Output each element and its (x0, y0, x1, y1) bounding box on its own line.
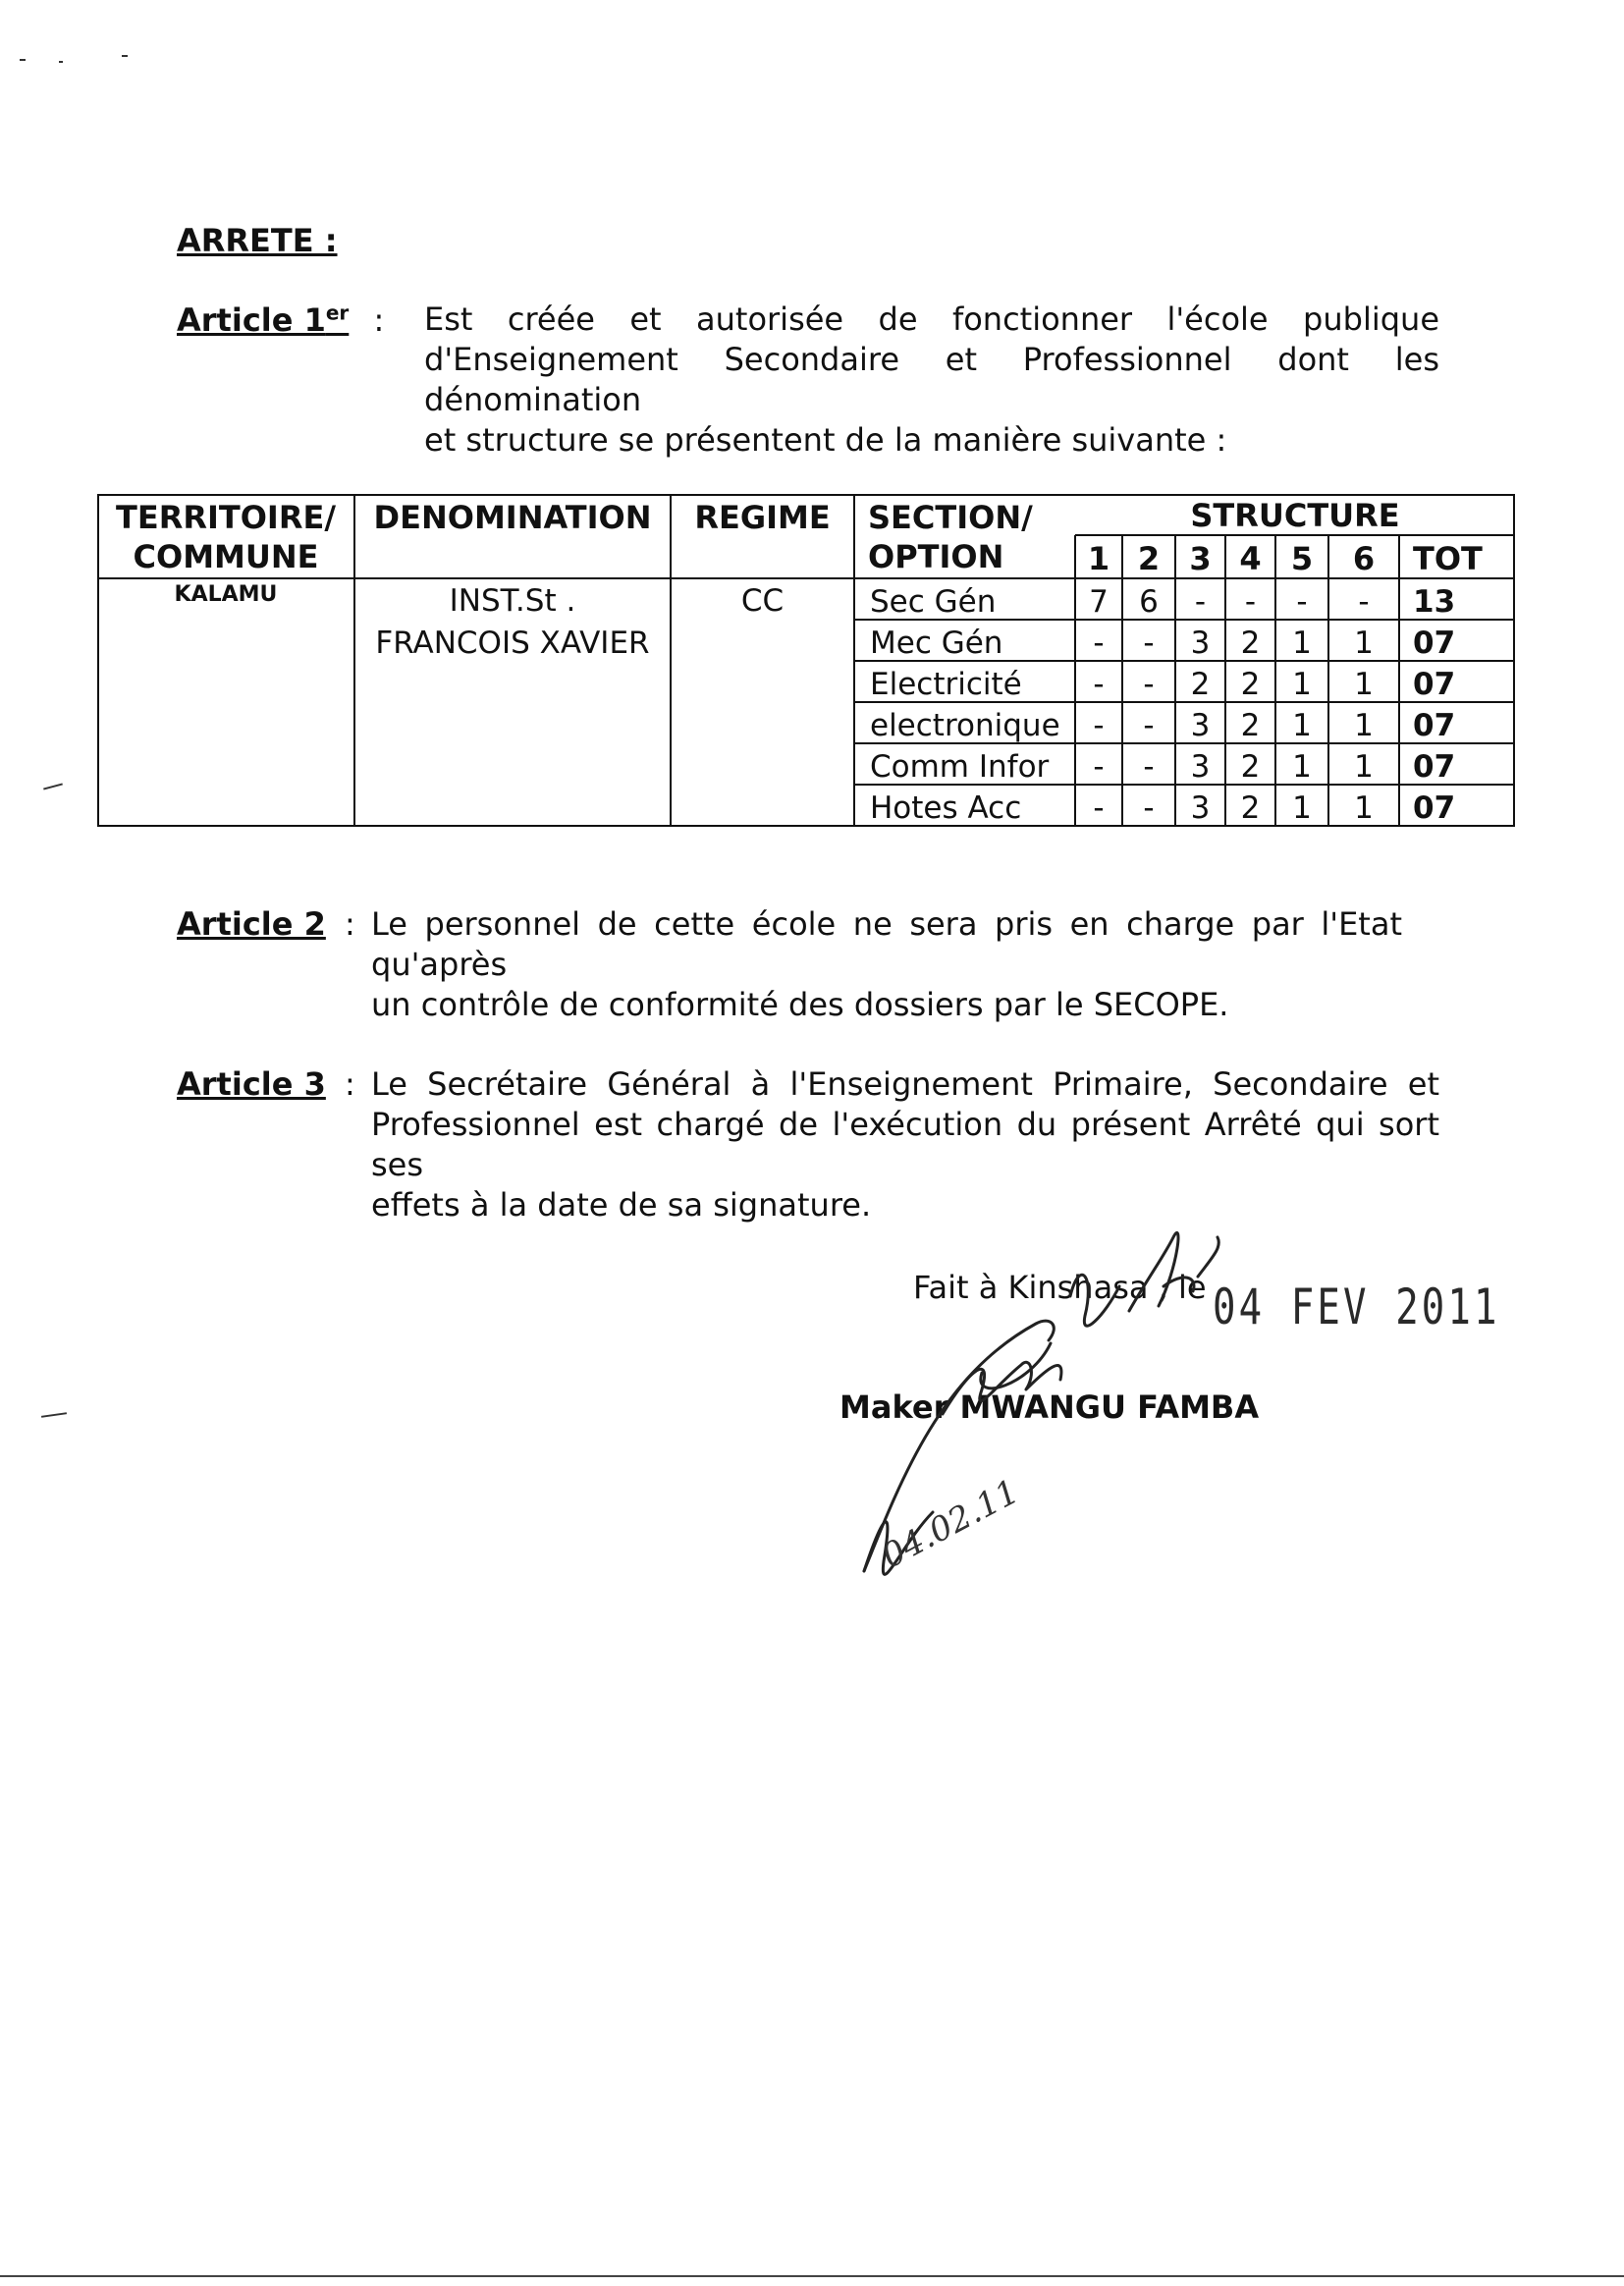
option-cell: Comm Infor (870, 749, 1050, 785)
scan-speck (59, 61, 63, 63)
option-cell: Sec Gén (870, 584, 997, 620)
class-value: 2 (1240, 708, 1261, 743)
header-territoire-line2: COMMUNE (133, 538, 319, 575)
option-cell: Electricité (870, 667, 1022, 702)
class-value: 3 (1190, 708, 1211, 743)
article-1-label-text: Article 1 (177, 300, 326, 339)
date-stamp: 04 FEV 2011 (1213, 1279, 1500, 1335)
header-class-3: 3 (1189, 540, 1212, 577)
decree-heading: ARRETE : (177, 222, 338, 259)
header-structure: STRUCTURE (1190, 497, 1400, 534)
class-value: - (1093, 790, 1105, 826)
header-section (868, 499, 1064, 575)
article-3-label (177, 1065, 355, 1103)
class-value: 1 (1354, 626, 1374, 661)
class-value: - (1358, 584, 1370, 620)
article-3-line: Professionnel est chargé de l'exécution du présent Arrêté qui sort ses (371, 1106, 1439, 1183)
place-date-line: Fait à Kinshasa , le (913, 1269, 1207, 1306)
article-2-label-text: Article 2 (177, 905, 326, 943)
header-denomination: DENOMINATION (373, 499, 652, 536)
header-total: TOT (1413, 540, 1483, 577)
regime-value: CC (740, 583, 785, 619)
header-class-4: 4 (1239, 540, 1262, 577)
article-3-body (371, 1064, 1439, 1225)
class-value: 1 (1292, 708, 1312, 743)
page-bottom-rule (0, 2275, 1624, 2277)
class-value: 3 (1190, 626, 1211, 661)
article-1-line: d'Enseignement Secondaire et Professionnel dont les dénomination (424, 341, 1439, 418)
article-2-line: Le personnel de cette école ne sera pris en charge par l'Etat qu'après (371, 905, 1402, 983)
handwritten-signature (825, 1218, 1414, 1768)
header-territoire (97, 499, 354, 575)
denomination-line2: FRANCOIS XAVIER (375, 626, 650, 661)
scan-speck (43, 783, 63, 789)
denomination-value (354, 583, 671, 661)
total-value: 13 (1413, 584, 1456, 620)
class-value: - (1143, 626, 1155, 661)
class-value: - (1244, 584, 1257, 620)
article-3-label-text: Article 3 (177, 1065, 326, 1103)
scan-speck (122, 55, 128, 57)
class-value: 1 (1292, 790, 1312, 826)
header-class-6: 6 (1352, 540, 1376, 577)
class-value: 2 (1190, 667, 1211, 702)
class-value: - (1143, 790, 1155, 826)
class-value: - (1143, 708, 1155, 743)
header-class-2: 2 (1137, 540, 1161, 577)
class-value: - (1093, 749, 1105, 785)
class-value: 2 (1240, 790, 1261, 826)
article-1-body (424, 299, 1439, 461)
option-cell: Mec Gén (870, 626, 1003, 661)
article-3-colon: : (345, 1065, 355, 1103)
total-value: 07 (1413, 667, 1456, 702)
option-cell: Hotes Acc (870, 790, 1022, 826)
class-value: - (1093, 708, 1105, 743)
class-value: 1 (1354, 790, 1374, 826)
class-value: 3 (1190, 790, 1211, 826)
header-class-5: 5 (1290, 540, 1314, 577)
class-value: 3 (1190, 749, 1211, 785)
class-value: 2 (1240, 667, 1261, 702)
structure-table (97, 494, 1515, 827)
article-1-colon: : (373, 300, 385, 339)
article-1-superscript: er (325, 300, 350, 324)
article-2-label (177, 905, 355, 943)
class-value: 1 (1292, 749, 1312, 785)
total-value: 07 (1413, 708, 1456, 743)
header-section-line2: OPTION (868, 538, 1004, 575)
header-section-line1: SECTION/ (868, 499, 1033, 536)
class-value: - (1093, 626, 1105, 661)
class-value: - (1296, 584, 1308, 620)
header-regime: REGIME (694, 499, 831, 536)
total-value: 07 (1413, 790, 1456, 826)
class-value: - (1143, 749, 1155, 785)
class-value: 6 (1139, 584, 1159, 620)
class-value: - (1143, 667, 1155, 702)
article-1-line: Est créée et autorisée de fonctionner l'école publique (424, 300, 1439, 338)
article-1-line: et structure se présentent de la manière suivante : (424, 421, 1227, 459)
scan-speck (41, 1412, 67, 1418)
class-value: - (1194, 584, 1207, 620)
article-3-line: effets à la date de sa signature. (371, 1186, 872, 1224)
header-class-1: 1 (1087, 540, 1110, 577)
class-value: 7 (1089, 584, 1109, 620)
signatory-name: Maker MWANGU FAMBA (839, 1388, 1260, 1426)
class-value: 1 (1354, 749, 1374, 785)
article-2-body (371, 904, 1402, 1025)
header-territoire-line1: TERRITOIRE/ (116, 499, 336, 536)
class-value: 1 (1354, 708, 1374, 743)
total-value: 07 (1413, 626, 1456, 661)
total-value: 07 (1413, 749, 1456, 785)
article-3-line: Le Secrétaire Général à l'Enseignement Primaire, Secondaire et (371, 1065, 1439, 1103)
article-1-label (177, 300, 384, 339)
article-2-colon: : (345, 905, 355, 943)
class-value: 2 (1240, 626, 1261, 661)
denomination-line1: INST.St . (449, 583, 576, 619)
territoire-value: KALAMU (174, 582, 278, 607)
class-value: 1 (1292, 667, 1312, 702)
article-2-line: un contrôle de conformité des dossiers par le SECOPE. (371, 986, 1229, 1023)
class-value: 2 (1240, 749, 1261, 785)
option-cell: electronique (870, 708, 1060, 743)
class-value: - (1093, 667, 1105, 702)
scan-speck (20, 59, 26, 61)
handwritten-date: 04.02.11 (876, 1471, 1026, 1577)
class-value: 1 (1292, 626, 1312, 661)
class-value: 1 (1354, 667, 1374, 702)
